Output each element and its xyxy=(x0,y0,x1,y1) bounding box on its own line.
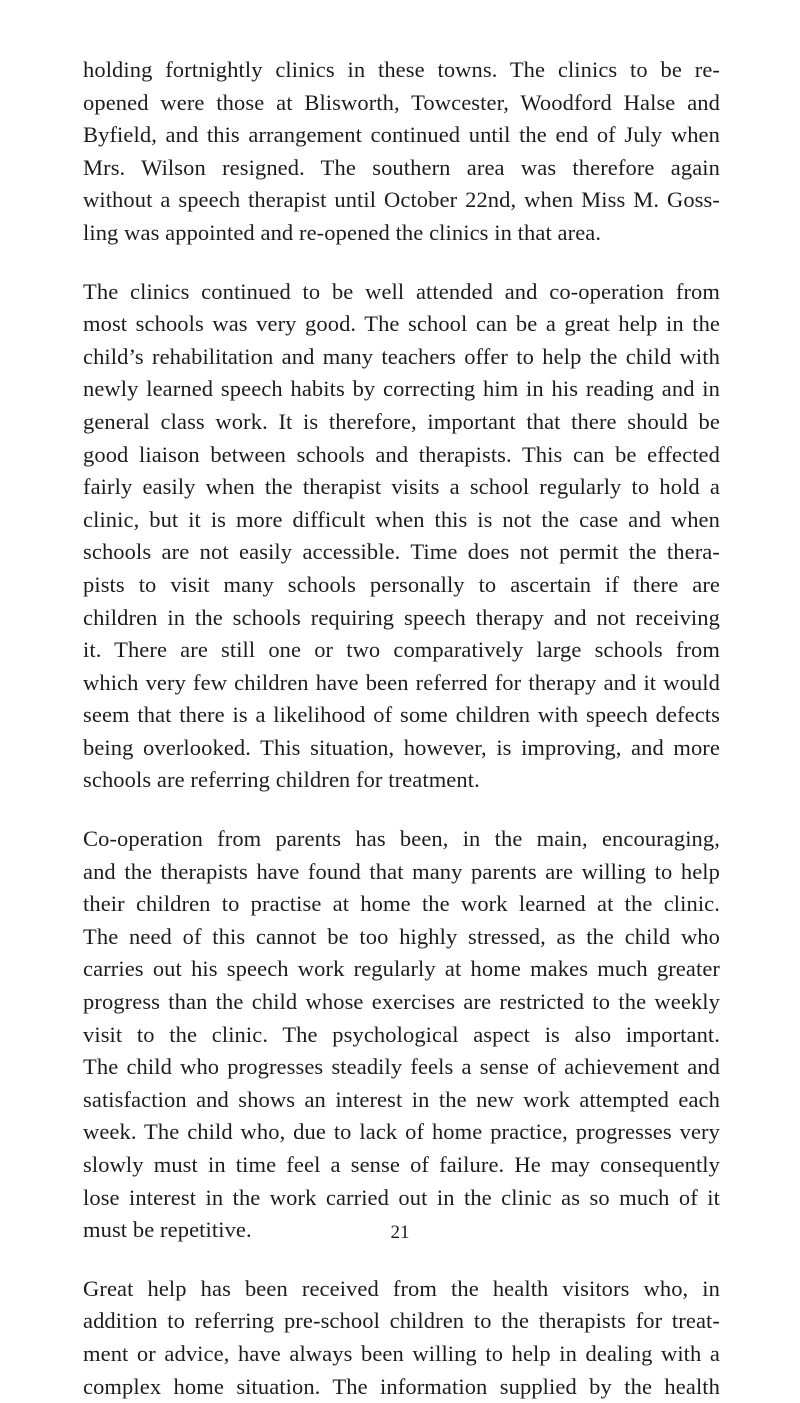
text-line: Great help has been received from the health visitors who, in xyxy=(83,1275,720,1301)
text-line: opened were those at Blisworth, Towcester, Woodford Halse and xyxy=(83,89,720,115)
text-line: Byfield, and this arrangement continued until the end of July when xyxy=(83,122,720,148)
text-line: The clinics continued to be well attended and co-operation from xyxy=(83,278,720,304)
text-line: carries out his speech work regularly at home makes much greater xyxy=(83,956,720,982)
text-line: fairly easily when the therapist visits a school regularly to hold a xyxy=(83,474,720,500)
paragraph-1 xyxy=(83,54,720,250)
text-line: pists to visit many schools personally to ascertain if there are xyxy=(83,571,720,597)
page-body xyxy=(83,54,720,1403)
text-line: Mrs. Wilson resigned. The southern area was therefore again xyxy=(83,154,720,180)
paragraph-3 xyxy=(83,823,720,1247)
text-line: week. The child who, due to lack of home practice, progresses very xyxy=(83,1119,720,1145)
text-line: newly learned speech habits by correcting him in his reading and in xyxy=(83,376,720,402)
text-line: satisfaction and shows an interest in the new work attempted each xyxy=(83,1086,720,1112)
text-line: holding fortnightly clinics in these towns. The clinics to be re- xyxy=(83,57,720,82)
text-line: slowly must in time feel a sense of failure. He may consequently xyxy=(83,1152,720,1177)
text-line: lose interest in the work carried out in the clinic as so much of it xyxy=(83,1184,720,1210)
text-line: Co-operation from parents has been, in the main, encouraging, xyxy=(83,826,720,852)
text-line: good liaison between schools and therapists. This can be effected xyxy=(83,441,720,467)
page-number: 21 xyxy=(390,1222,410,1243)
text-line: progress than the child whose exercises are restricted to the weekly xyxy=(83,989,720,1015)
text-line: The need of this cannot be too highly stressed, as the child who xyxy=(83,923,720,949)
paragraph-2 xyxy=(83,276,720,798)
text-line: must be repetitive. xyxy=(83,1217,252,1243)
paragraph-spacer xyxy=(83,1247,720,1273)
paragraph-4 xyxy=(83,1273,720,1403)
text-line: addition to referring pre-school children to the therapists for treat- xyxy=(83,1308,720,1334)
text-line: schools are not easily accessible. Time does not permit the thera- xyxy=(83,539,720,565)
text-line: seem that there is a likelihood of some children with speech defects xyxy=(83,702,720,728)
text-line: schools are referring children for treatment. xyxy=(83,767,480,793)
text-line: it. There are still one or two comparatively large schools from xyxy=(83,637,720,663)
text-line: children in the schools requiring speech therapy and not receiving xyxy=(83,604,720,630)
text-line: visit to the clinic. The psychological aspect is also important. xyxy=(83,1021,720,1047)
text-line: most schools was very good. The school can be a great help in the xyxy=(83,311,720,337)
text-line: general class work. It is therefore, important that there should be xyxy=(83,408,720,434)
text-line: complex home situation. The information supplied by the health xyxy=(83,1373,720,1399)
paragraph-spacer xyxy=(83,797,720,823)
text-line: child’s rehabilitation and many teachers offer to help the child with xyxy=(83,343,720,369)
text-line: without a speech therapist until October 22nd, when Miss M. Goss- xyxy=(83,187,720,213)
text-line: The child who progresses steadily feels a sense of achievement and xyxy=(83,1054,720,1080)
text-line: being overlooked. This situation, however, is improving, and more xyxy=(83,734,720,760)
text-line: ment or advice, have always been willing to help in dealing with a xyxy=(83,1340,720,1366)
text-line: their children to practise at home the work learned at the clinic. xyxy=(83,891,720,917)
text-line: which very few children have been referred for therapy and it would xyxy=(83,669,720,695)
text-line: and the therapists have found that many parents are willing to help xyxy=(83,858,720,884)
text-line: ling was appointed and re-opened the clinics in that area. xyxy=(83,219,602,245)
text-line: clinic, but it is more difficult when this is not the case and when xyxy=(83,506,720,532)
paragraph-spacer xyxy=(83,250,720,276)
